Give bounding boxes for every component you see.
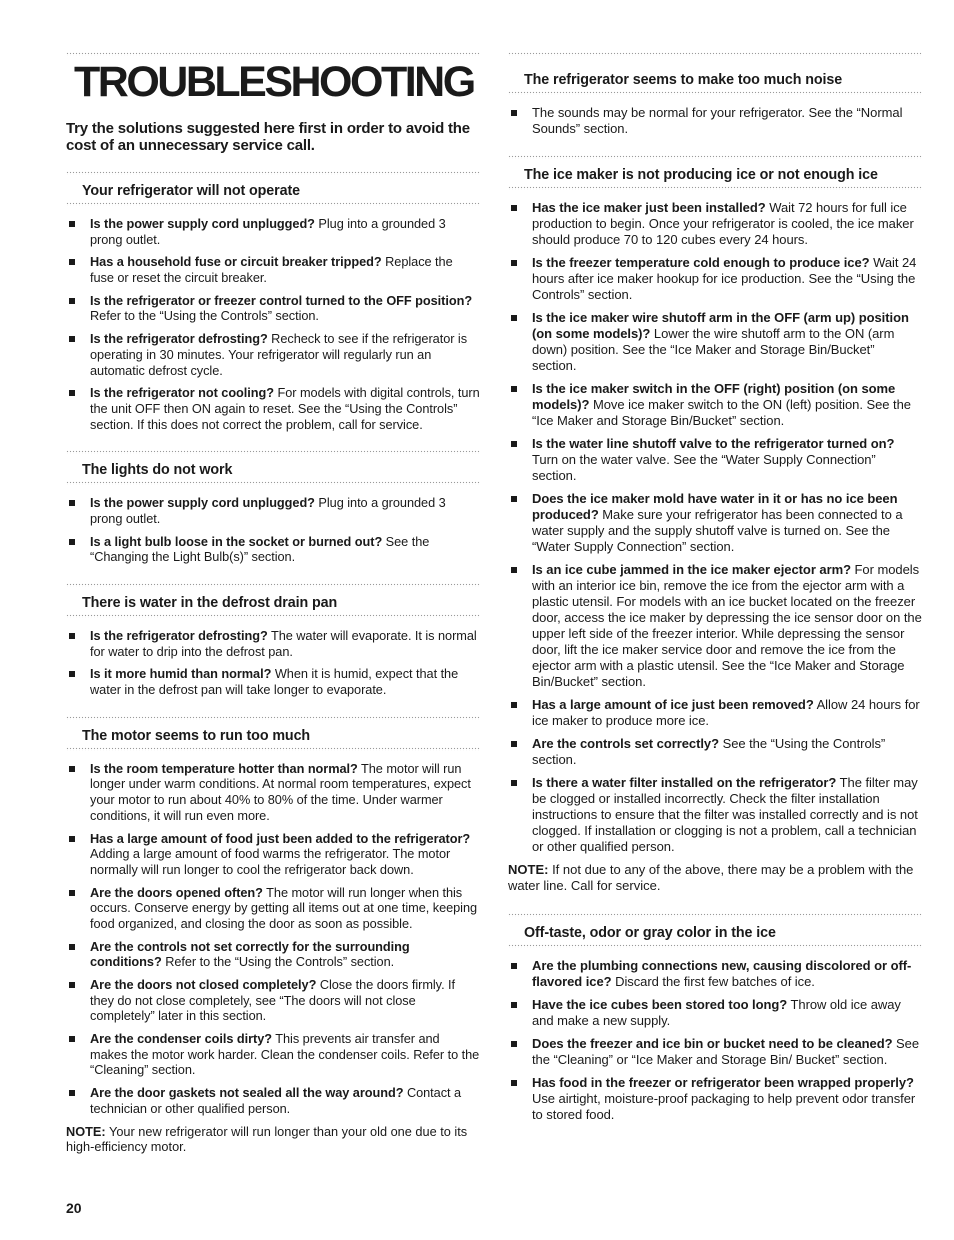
item-question: Are the door gaskets not sealed all the way around?: [90, 1085, 404, 1101]
item-question: Are the controls set correctly?: [532, 736, 720, 751]
item-question: Is a light bulb loose in the socket or burned out?: [90, 533, 383, 549]
item-answer: Refer to the “Using the Controls” section.: [161, 954, 395, 970]
bullet-square-icon: [511, 702, 517, 708]
list-item: [66, 495, 480, 526]
item-question: Is an ice cube jammed in the ice maker ejector arm?: [532, 562, 851, 577]
list-item: [508, 1075, 922, 1123]
bullet-square-icon: [511, 260, 517, 266]
item-answer: Lower the wire shutoff arm to the ON (arm down) position. See the “Ice Maker and Storage Bin/Bucket” section.: [532, 326, 895, 373]
item-answer: When it is humid, expect that the water in the defrost pan will take longer to evaporate.: [90, 666, 459, 698]
item-question: Are the controls not set correctly for the surrounding conditions?: [90, 938, 410, 970]
item-answer: Plug into a grounded 3 prong outlet.: [90, 495, 446, 526]
item-answer: The motor will run longer under warm conditions. At normal room temperatures, expect your motor to run about 40% to 80% of the time. Under warmer conditions, it will run even more.: [90, 760, 471, 823]
left-sections: [66, 154, 480, 1155]
list-item: [66, 939, 480, 970]
list-item: [66, 216, 480, 247]
note-text: Your new refrigerator will run longer than your old one due to its high-efficiency motor.: [66, 1123, 468, 1155]
item-answer: The sounds may be normal for your refrigerator. See the “Normal Sounds” section.: [532, 105, 903, 136]
note-label: NOTE:: [508, 862, 549, 877]
list-item: [508, 255, 922, 303]
section-heading: There is water in the defrost drain pan: [82, 595, 338, 611]
list-item: [508, 958, 922, 990]
section-header: [66, 154, 480, 206]
item-list: [508, 958, 922, 1123]
item-question: Is the room temperature hotter than normal?: [90, 760, 358, 776]
list-item: [66, 1031, 480, 1078]
item-question: Are the condenser coils dirty?: [90, 1031, 273, 1047]
item-answer: Replace the fuse or reset the circuit breaker.: [90, 254, 453, 286]
item-answer: Turn on the water valve. See the “Water Supply Connection” section.: [532, 452, 876, 483]
bullet-square-icon: [511, 110, 517, 116]
item-question: Have the ice cubes been stored too long?: [532, 997, 788, 1012]
item-answer: Contact a technician or other qualified person.: [90, 1085, 462, 1116]
section-header: [66, 439, 480, 485]
troubleshooting-section: [66, 572, 480, 698]
item-question: Does the ice maker mold have water in it or has no ice been produced?: [532, 491, 898, 522]
section-bottom-rule: [66, 481, 480, 485]
list-item: [66, 1085, 480, 1116]
bullet-square-icon: [69, 336, 75, 342]
list-item: [508, 997, 922, 1029]
bullet-square-icon: [69, 390, 75, 396]
list-item: [66, 977, 480, 1024]
section-bottom-rule: [508, 186, 922, 190]
bullet-square-icon: [69, 982, 75, 988]
list-item: [66, 628, 480, 659]
left-column: [66, 52, 480, 1163]
list-item: [508, 697, 922, 729]
list-item: [66, 331, 480, 378]
item-answer: See the “Using the Controls” section.: [532, 736, 886, 767]
item-answer: Throw old ice away and make a new supply.: [532, 997, 901, 1028]
item-answer: Allow 24 hours for ice maker to produce more ice.: [532, 697, 920, 728]
section-top-rule: [66, 450, 480, 454]
item-question: Is the refrigerator not cooling?: [90, 385, 274, 401]
item-question: Has food in the freezer or refrigerator been wrapped properly?: [532, 1075, 914, 1090]
item-question: Has the ice maker just been installed?: [532, 200, 766, 215]
item-answer: Plug into a grounded 3 prong outlet.: [90, 216, 446, 247]
item-question: Is the freezer temperature cold enough to produce ice?: [532, 255, 870, 270]
item-question: Is the power supply cord unplugged?: [90, 495, 315, 511]
item-answer: Wait 72 hours for full ice production to begin. Once your refrigerator is cooled, the ice maker should produce 70 to 120 cubes every 24 hours.: [532, 200, 914, 247]
bullet-square-icon: [69, 221, 75, 227]
bullet-square-icon: [511, 1041, 517, 1047]
item-answer: See the “Cleaning” or “Ice Maker and Storage Bin/ Bucket” section.: [532, 1036, 920, 1067]
section-heading: Off-taste, odor or gray color in the ice: [524, 925, 776, 941]
page-title: TROUBLESHOOTING: [74, 58, 474, 106]
list-item: [66, 385, 480, 432]
bullet-square-icon: [511, 567, 517, 573]
bullet-square-icon: [69, 539, 75, 545]
item-answer: For models with digital controls, turn the unit OFF then ON again to reset. See the “Using the Controls” section. If this does not correct the problem, call for service.: [90, 385, 480, 432]
section-header: [66, 705, 480, 751]
note-text: If not due to any of the above, there may be a problem with the water line. Call for service.: [508, 862, 914, 893]
item-list: [508, 200, 922, 855]
list-item: [508, 381, 922, 429]
bullet-square-icon: [511, 741, 517, 747]
right-column: [508, 52, 922, 1130]
item-answer: Use airtight, moisture-proof packaging to help prevent odor transfer to stored food.: [532, 1091, 916, 1122]
item-answer: Recheck to see if the refrigerator is operating in 30 minutes. Your refrigerator will regularly run an automatic defrost cycle.: [90, 331, 468, 378]
bullet-square-icon: [69, 671, 75, 677]
section-top-rule: [66, 716, 480, 720]
list-item: [66, 254, 480, 285]
troubleshooting-section: [66, 154, 480, 432]
section-note: [508, 862, 922, 894]
right-sections: [508, 52, 922, 1123]
item-question: Has a large amount of ice just been removed?: [532, 697, 814, 712]
list-item: [508, 736, 922, 768]
item-answer: The motor will run longer when this occurs. Conserve energy by getting all items out at one time, keeping food organized, and closing the door as soon as possible.: [90, 884, 478, 931]
item-list: [66, 495, 480, 565]
bullet-square-icon: [511, 386, 517, 392]
list-item: [66, 534, 480, 565]
section-heading: The refrigerator seems to make too much noise: [524, 72, 843, 88]
bullet-square-icon: [69, 633, 75, 639]
section-top-rule: [66, 583, 480, 587]
bullet-square-icon: [511, 1002, 517, 1008]
section-heading: The ice maker is not producing ice or not enough ice: [524, 167, 878, 183]
item-question: Are the plumbing connections new, causing discolored or off-flavored ice?: [532, 958, 912, 989]
troubleshooting-section: [508, 56, 922, 137]
section-bottom-rule: [508, 91, 922, 95]
item-question: Is the power supply cord unplugged?: [90, 216, 315, 231]
section-header: [508, 144, 922, 190]
troubleshooting-section: [508, 902, 922, 1123]
troubleshooting-section: [508, 144, 922, 894]
section-note: [66, 1124, 480, 1155]
bullet-square-icon: [69, 944, 75, 950]
list-item: [508, 775, 922, 855]
list-item: [66, 761, 480, 824]
section-bottom-rule: [66, 614, 480, 618]
list-item: [508, 562, 922, 690]
section-bottom-rule: [66, 202, 480, 206]
bullet-square-icon: [69, 836, 75, 842]
item-question: Are the doors opened often?: [90, 884, 263, 900]
bullet-square-icon: [511, 963, 517, 969]
item-question: Is the ice maker switch in the OFF (right) position (on some models)?: [532, 381, 896, 412]
item-answer: Close the doors firmly. If they do not close completely, see “The doors will not close completely” later in this section.: [90, 977, 456, 1024]
item-question: Is there a water filter installed on the refrigerator?: [532, 775, 837, 790]
bullet-square-icon: [69, 766, 75, 772]
bullet-square-icon: [511, 780, 517, 786]
list-item: [508, 491, 922, 555]
bullet-square-icon: [69, 500, 75, 506]
section-header: [508, 56, 922, 95]
bullet-square-icon: [511, 441, 517, 447]
top-rule: [66, 52, 480, 56]
bullet-square-icon: [69, 1090, 75, 1096]
bullet-square-icon: [511, 1080, 517, 1086]
section-bottom-rule: [508, 944, 922, 948]
section-header: [66, 572, 480, 618]
bullet-square-icon: [69, 259, 75, 265]
item-question: Is the refrigerator defrosting?: [90, 331, 268, 347]
bullet-square-icon: [69, 1036, 75, 1042]
list-item: [66, 293, 480, 324]
item-answer: See the “Changing the Light Bulb(s)” section.: [90, 533, 430, 565]
section-header: [508, 902, 922, 948]
troubleshooting-section: [66, 439, 480, 565]
bullet-square-icon: [69, 890, 75, 896]
item-list: [66, 761, 480, 1117]
item-list: [66, 216, 480, 432]
item-answer: Refer to the “Using the Controls” section.: [90, 308, 319, 324]
section-heading: Your refrigerator will not operate: [82, 183, 300, 199]
item-question: Has a household fuse or circuit breaker tripped?: [90, 254, 382, 270]
list-item: [66, 885, 480, 932]
item-answer: Adding a large amount of food warms the refrigerator. The motor normally will run longer to cool the refrigerator back down.: [90, 846, 451, 877]
bullet-square-icon: [69, 298, 75, 304]
item-question: Are the doors not closed completely?: [90, 977, 317, 992]
item-question: Is the water line shutoff valve to the refrigerator turned on?: [532, 436, 895, 451]
list-item: [508, 200, 922, 248]
list-item: [66, 831, 480, 878]
item-answer: Move ice maker switch to the ON (left) position. See the “Ice Maker and Storage Bin/Bucket” section.: [532, 397, 911, 428]
item-question: Does the freezer and ice bin or bucket need to be cleaned?: [532, 1036, 893, 1051]
item-list: [508, 105, 922, 137]
section-heading: The lights do not work: [82, 462, 233, 479]
section-top-rule: [508, 155, 922, 159]
item-question: Is the refrigerator defrosting?: [90, 628, 268, 643]
section-top-rule: [66, 171, 480, 175]
bullet-square-icon: [511, 496, 517, 502]
item-answer: Wait 24 hours after ice maker hookup for ice production. See the “Using the Controls” section.: [532, 255, 917, 302]
item-question: Is the ice maker wire shutoff arm in the OFF (arm up) position (on some models)?: [532, 310, 909, 341]
list-item: [508, 436, 922, 484]
item-answer: Discard the first few batches of ice.: [611, 974, 815, 989]
item-answer: For models with an interior ice bin, remove the ice from the ejector arm with a plastic utensil. For models with an ice bucket located on the freezer door, access the ice maker by depressing the ice sensor door on the upper left side of the freezer interior. While depressing the sensor door, lift the ice maker service door and remove the ice from the ejector arm with a plastic utensil. See the “Ice Maker and Storage Bin/Bucket” section.: [532, 562, 922, 689]
note-label: NOTE:: [66, 1123, 106, 1139]
item-list: [66, 628, 480, 698]
item-question: Is the refrigerator or freezer control turned to the OFF position?: [90, 292, 473, 308]
item-answer: The water will evaporate. It is normal for water to drip into the defrost pan.: [90, 628, 477, 659]
section-heading: The motor seems to run too much: [82, 727, 311, 744]
section-top-rule: [508, 913, 922, 917]
bullet-square-icon: [511, 205, 517, 211]
item-answer: The filter may be clogged or installed incorrectly. Check the filter installation instructions to ensure that the filter was installed correctly and is not clogged. If installation or clogging is not a problem, call a technician or other qualified person.: [532, 775, 918, 854]
item-question: Is it more humid than normal?: [90, 666, 272, 682]
section-bottom-rule: [66, 747, 480, 751]
intro-text: Try the solutions suggested here first in order to avoid the cost of an unnecessary service call.: [66, 120, 470, 154]
list-item: [66, 666, 480, 697]
page-number: 20: [66, 1200, 82, 1216]
list-item: [508, 310, 922, 374]
item-answer: This prevents air transfer and makes the motor work harder. Clean the condenser coils. Refer to the “Cleaning” section.: [90, 1031, 480, 1078]
list-item: [508, 1036, 922, 1068]
item-question: Has a large amount of food just been added to the refrigerator?: [90, 830, 471, 846]
item-answer: Make sure your refrigerator has been connected to a water supply and the supply shutoff valve is turned on. See the “Water Supply Connection” section.: [532, 507, 903, 554]
bullet-square-icon: [511, 315, 517, 321]
list-item: [508, 105, 922, 137]
troubleshooting-section: [66, 705, 480, 1155]
